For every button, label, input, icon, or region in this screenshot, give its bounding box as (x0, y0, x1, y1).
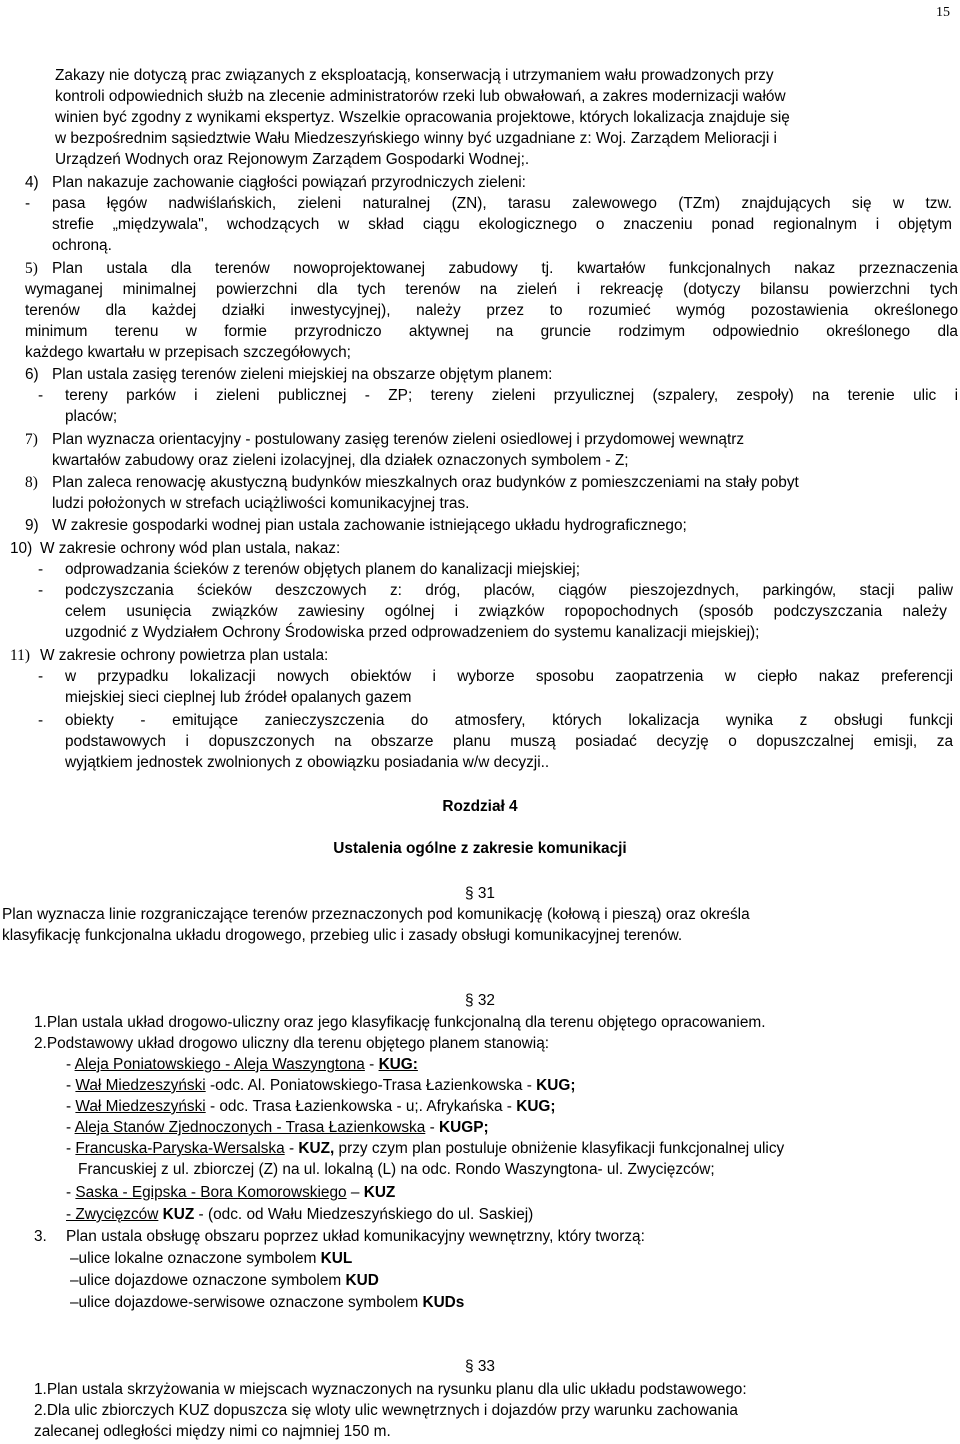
section-32-point-3-number: 3. (34, 1228, 47, 1245)
section-33-point-2: 2.Dla ulic zbiorczych KUZ dopuszcza się wloty ulic wewnętrznych i dojazdów przy warunku zachowania (34, 1402, 738, 1419)
section-33-heading: § 33 (465, 1358, 495, 1375)
item-7-number: 7) (25, 431, 38, 448)
item-6-bullet-cont: placów; (65, 408, 118, 425)
item-5-line-4: minimum terenu w formie przyrodniczo aktywnej na gruncie rodzimym odpowiednio określonego dla (25, 323, 958, 340)
internal-road-2 (70, 1270, 379, 1291)
road-item-sep: - (364, 1056, 379, 1073)
item-11-bullet-1-cont: miejskiej sieci cieplnej lub źródeł opalanych gazem (65, 689, 412, 706)
road-item-7 (66, 1204, 533, 1225)
item-5-line-1: Plan ustala dla terenów nowoprojektowanej zabudowy tj. kwartałów funkcjonalnych nakaz przeznaczenia (52, 260, 958, 277)
item-6-bullet: tereny parków i zieleni publicznej - ZP; tereny zieleni przyulicznej (szpalery, zespoły) na terenie ulic i (65, 387, 958, 404)
internal-road-symbol: KUD (345, 1272, 379, 1289)
section-32-point-2: 2.Podstawowy układ drogowo uliczny dla terenu objętego planem stanowią: (34, 1035, 550, 1052)
road-name: Saska - Egipska - Bora Komorowskiego (75, 1184, 347, 1201)
road-item-desc: - (odc. od Wału Miedzeszyńskiego do ul. Saskiej) (194, 1206, 534, 1223)
road-name: Wał Miedzeszyński (75, 1098, 206, 1115)
road-item-2 (66, 1075, 576, 1096)
item-6-text: Plan ustala zasięg terenów zieleni miejskiej na obszarze objętym planem: (52, 366, 553, 383)
item-5-line-3: terenów dla każdej działki inwestycyjnej), należy przez to rozumieć wymóg pozostawienia określonego (25, 302, 958, 319)
item-10-bullet-2-cont-2: uzgodnić z Wydziałem Ochrony Środowiska przed odprowadzeniem do systemu kanalizacji miejskiej); (65, 624, 760, 641)
intro-line-3: winien być zgodny z wynikami ekspertyz. Wszelkie opracowania projektowe, których lokalizacja znajduje się (55, 109, 790, 126)
road-item-1 (66, 1054, 418, 1075)
road-item-prefix: - (66, 1098, 76, 1115)
item-11-bullet-1: w przypadku lokalizacji nowych obiektów i wyborze sposobu zaopatrzenia w ciepło nakaz preferencji (65, 668, 953, 685)
internal-road-1 (70, 1248, 352, 1269)
item-10-dash-2: - (38, 582, 44, 599)
road-name: Aleja Poniatowskiego - Aleja Waszyngtona (74, 1056, 365, 1073)
road-class: KUZ, (298, 1140, 335, 1157)
item-4-bullet-cont-1: strefie „międzywala", wchodzących w skład ciągu ekologicznego o znaczeniu ponad regionalnym i objętym (52, 216, 952, 233)
item-5-line-2: wymaganej minimalnej powierzchni dla tych terenów na zieleń i rekreację (dotyczy bilansu powierzchni tych (25, 281, 958, 298)
item-5-line-5: każdego kwartału w przepisach szczegółowych; (25, 344, 351, 361)
road-class: KUZ (363, 1184, 396, 1201)
internal-road-3 (70, 1292, 464, 1313)
section-33-point-2-cont: zalecanej odległości między nimi co najmniej 150 m. (34, 1423, 391, 1440)
item-4-bullet-cont-2: ochroną. (52, 237, 112, 254)
road-item-sep: – (346, 1184, 364, 1201)
item-4-number: 4) (25, 174, 39, 191)
item-7-line-1: Plan wyznacza orientacyjny - postulowany zasięg terenów zieleni osiedlowej i przydomowej wewnątrz (52, 431, 745, 448)
road-class: KUZ (162, 1206, 195, 1223)
item-9-text: W zakresie gospodarki wodnej pian ustala zachowanie istniejącego układu hydrograficznego; (52, 517, 687, 534)
internal-road-label: –ulice dojazdowe oznaczone symbolem (70, 1272, 346, 1289)
intro-line-1: Zakazy nie dotyczą prac związanych z eksploatacją, konserwacją i utrzymaniem wału prowadzonych przy (55, 67, 774, 84)
section-31-heading: § 31 (465, 885, 495, 902)
road-item-prefix: - (66, 1077, 76, 1094)
item-11-dash-2: - (38, 712, 44, 729)
item-10-text: W zakresie ochrony wód plan ustala, nakaz: (40, 540, 341, 557)
road-name: - Zwycięzców (66, 1206, 159, 1223)
section-32-point-3: Plan ustala obsługę obszaru poprzez układ komunikacyjny wewnętrzny, który tworzą: (66, 1228, 645, 1245)
internal-road-label: –ulice lokalne oznaczone symbolem (70, 1250, 321, 1267)
item-11-dash-1: - (38, 668, 44, 685)
item-5-number: 5) (25, 260, 38, 277)
section-32-heading: § 32 (465, 992, 495, 1009)
section-31-line-1: Plan wyznacza linie rozgraniczające terenów przeznaczonych pod komunikację (kołową i pieszą) oraz określa (2, 906, 750, 923)
road-item-3 (66, 1096, 556, 1117)
item-6-number: 6) (25, 366, 39, 383)
chapter-title: Rozdział 4 (442, 798, 518, 815)
page-number: 15 (936, 5, 950, 20)
chapter-subtitle: Ustalenia ogólne z zakresie komunikacji (333, 840, 627, 857)
road-item-prefix: - (66, 1140, 76, 1157)
internal-road-symbol: KUL (320, 1250, 353, 1267)
road-item-6 (66, 1182, 395, 1203)
road-name: Aleja Stanów Zjednoczonych - Trasa Łazienkowska (74, 1119, 426, 1136)
internal-road-symbol: KUDs (422, 1294, 465, 1311)
item-6-dash: - (38, 387, 44, 404)
road-item-5 (66, 1138, 784, 1159)
road-class: KUG; (536, 1077, 576, 1094)
intro-line-5: Urządzeń Wodnych oraz Rejonowym Zarządem Gospodarki Wodnej;. (55, 151, 530, 168)
item-11-bullet-2-cont-1: podstawowych i dopuszczonych na obszarze planu muszą posiadać decyzję o dopuszczalnej emisji, za (65, 733, 953, 750)
road-item-sep: - (425, 1119, 439, 1136)
road-class: KUG: (378, 1056, 418, 1073)
item-11-text: W zakresie ochrony powietrza plan ustala: (40, 647, 329, 664)
internal-road-label: –ulice dojazdowe-serwisowe oznaczone symbolem (70, 1294, 423, 1311)
section-31-line-2: klasyfikację funkcjonalna układu drogowego, przebieg ulic i zasady obsługi komunikacyjnej terenów. (2, 927, 683, 944)
item-10-bullet-1: odprowadzania ścieków z terenów objętych planem do kanalizacji miejskiej; (65, 561, 580, 578)
road-class: KUGP; (439, 1119, 489, 1136)
item-10-bullet-2-cont-1: celem usunięcia związków zawiesiny ogólnej i związków ropopochodnych (sposób podczyszczania należy (65, 603, 947, 620)
item-9-number: 9) (25, 517, 39, 534)
road-item-desc: przy czym plan postuluje obniżenie klasyfikacji funkcjonalnej ulicy (334, 1140, 785, 1157)
section-33-point-1: 1.Plan ustala skrzyżowania w miejscach wyznaczonych na rysunku planu dla ulic układu podstawowego: (34, 1381, 747, 1398)
item-7-line-2: kwartałów zabudowy oraz zieleni izolacyjnej, dla działek oznaczonych symbolem - Z; (52, 452, 629, 469)
road-item-desc: -odc. Al. Poniatowskiego-Trasa Łazienkowska - (205, 1077, 537, 1094)
item-10-number: 10) (10, 540, 33, 557)
item-11-bullet-2: obiekty - emitujące zanieczyszczenia do atmosfery, których lokalizacja wynika z obsługi funkcji (65, 712, 953, 729)
intro-line-4: w bezpośrednim sąsiedztwie Wału Miedzeszyńskiego winny być uzgadniane z: Woj. Zarządem Melioracji i (55, 130, 777, 147)
road-item-4 (66, 1117, 489, 1138)
item-4-dash: - (25, 195, 31, 212)
item-8-line-2: ludzi położonych w strefach uciążliwości komunikacyjnej tras. (52, 495, 470, 512)
road-item-prefix: - (66, 1056, 75, 1073)
item-10-bullet-2: podczyszczania ścieków deszczowych z: dróg, placów, ciągów pieszojezdnych, parkingów, stacji paliw (65, 582, 953, 599)
item-11-bullet-2-cont-2: wyjątkiem jednostek zwolnionych z obowiązku posiadania w/w decyzji.. (65, 754, 550, 771)
item-8-number: 8) (25, 474, 38, 491)
road-class: KUG; (516, 1098, 556, 1115)
item-8-line-1: Plan zaleca renowację akustyczną budynków mieszkalnych oraz budynków z pomieszczeniami na stały pobyt (52, 474, 799, 491)
item-4-bullet: pasa łęgów nadwiślańskich, zieleni naturalnej (ZN), tarasu zalewowego (TZm) znajdujących się w tzw. (52, 195, 952, 212)
intro-line-2: kontroli odpowiednich służb na zlecenie administratorów rzeki lub obwałowań, a zakres modernizacji wałów (55, 88, 786, 105)
road-name: Francuska-Paryska-Wersalska (75, 1140, 285, 1157)
road-item-prefix: - (66, 1119, 75, 1136)
road-name: Wał Miedzeszyński (75, 1077, 206, 1094)
section-32-point-1: 1.Plan ustala układ drogowo-uliczny oraz jego klasyfikację funkcjonalną dla terenu objętego opracowaniem. (34, 1014, 766, 1031)
road-item-prefix: - (66, 1184, 76, 1201)
road-item-desc: - odc. Trasa Łazienkowska - u;. Afrykańska - (205, 1098, 517, 1115)
road-item-sep: - (284, 1140, 299, 1157)
road-item-5-cont: Francuskiej z ul. zbiorczej (Z) na ul. lokalną (L) na odc. Rondo Waszyngtona- ul. Zwycięzców; (78, 1161, 715, 1178)
item-11-number: 11) (10, 647, 30, 664)
item-10-dash-1: - (38, 561, 44, 578)
item-4-text: Plan nakazuje zachowanie ciągłości powiązań przyrodniczych zieleni: (52, 174, 526, 191)
